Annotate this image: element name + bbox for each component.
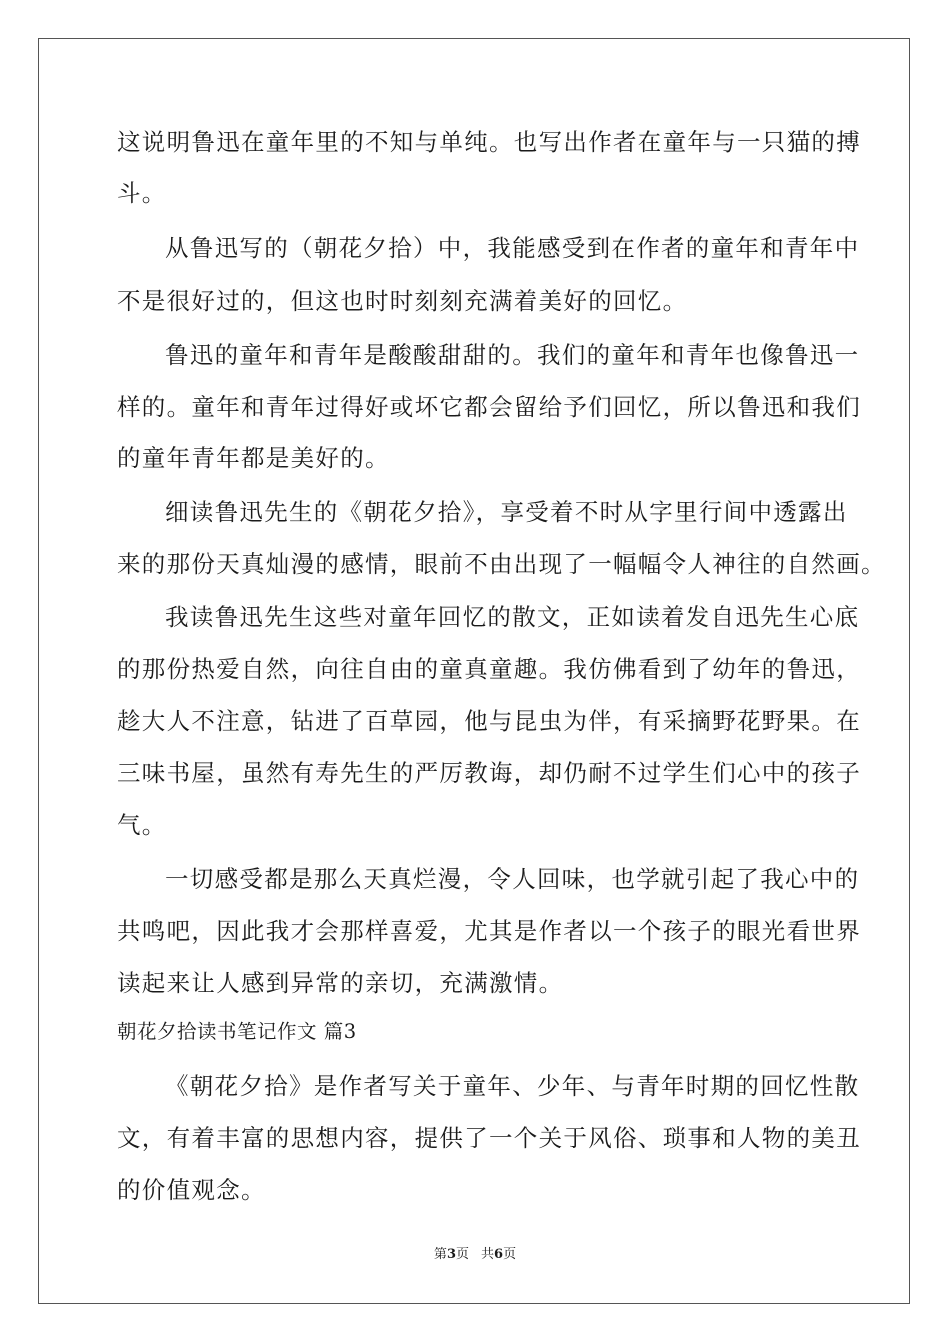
paragraph-first-line: 《朝花夕拾》是作者写关于童年、少年、与青年时期的回忆性散 [165,1072,860,1100]
text-line: 的价值观念。 [117,1176,266,1204]
text-line: 不是很好过的，但这也时时刻刻充满着美好的回忆。 [117,287,688,315]
text-line: 的那份热爱自然，向往自由的童真童趣。我仿佛看到了幼年的鲁迅， [117,655,861,683]
paragraph-first-line: 细读鲁迅先生的《朝花夕拾》，享受着不时从字里行间中透露出 [165,498,848,526]
text-line: 这说明鲁迅在童年里的不知与单纯。也写出作者在童年与一只猫的搏 [117,128,861,156]
text-line: 气。 [117,811,167,839]
page-number-suffix: 页 [455,1247,469,1262]
text-line: 读起来让人感到异常的亲切，充满激情。 [117,969,564,997]
text-line: 样的。童年和青年过得好或坏它都会留给予们回忆，所以鲁迅和我们 [117,393,861,421]
page-number-prefix: 第 [433,1247,447,1262]
text-line: 来的那份天真灿漫的感情，眼前不由出现了一幅幅令人神往的自然画。 [117,550,886,578]
section-heading: 朝花夕拾读书笔记作文 篇3 [117,1020,357,1043]
text-line: 斗。 [117,179,167,207]
text-line: 共鸣吧，因此我才会那样喜爱，尤其是作者以一个孩子的眼光看世界 [117,917,861,945]
text-line: 的童年青年都是美好的。 [117,444,390,472]
current-page-number: 3 [446,1247,456,1262]
total-page-count: 6 [494,1247,504,1262]
text-line: 趁大人不注意，钻进了百草园，他与昆虫为伴，有采摘野花野果。在 [117,707,861,735]
paragraph-first-line: 我读鲁迅先生这些对童年回忆的散文，正如读着发自迅先生心底 [165,603,860,631]
total-pages-suffix: 页 [503,1247,517,1262]
paragraph-first-line: 一切感受都是那么天真烂漫，令人回味，也学就引起了我心中的 [165,865,860,893]
page-footer [0,1245,950,1265]
total-pages-prefix: 共 [481,1247,495,1262]
paragraph-first-line: 鲁迅的童年和青年是酸酸甜甜的。我们的童年和青年也像鲁迅一 [165,341,860,369]
paragraph-first-line: 从鲁迅写的（朝花夕拾）中，我能感受到在作者的童年和青年中 [165,234,860,262]
text-line: 三味书屋，虽然有寿先生的严厉教诲，却仍耐不过学生们心中的孩子 [117,759,861,787]
text-line: 文，有着丰富的思想内容，提供了一个关于风俗、琐事和人物的美丑 [117,1124,861,1152]
